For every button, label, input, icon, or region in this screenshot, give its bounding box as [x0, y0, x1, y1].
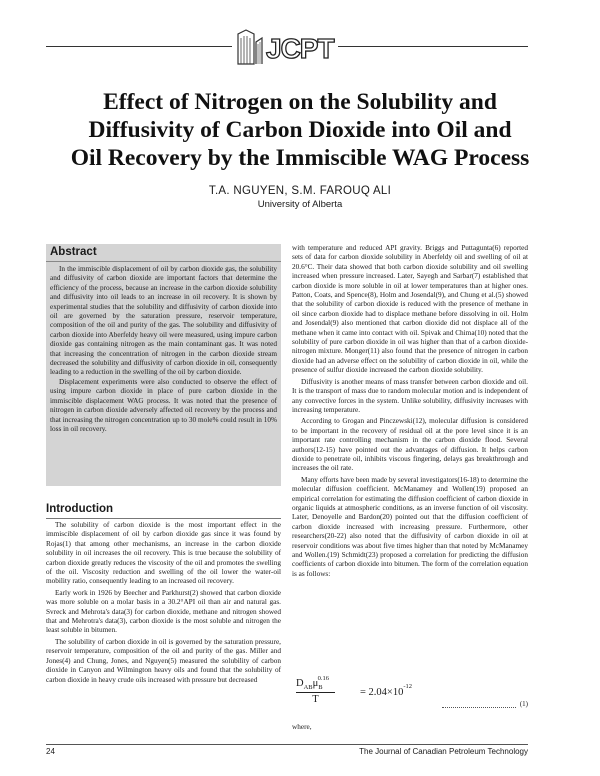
eq-rhs-value: = 2.04×10 — [360, 687, 404, 698]
title-line: Diffusivity of Carbon Dioxide into Oil and — [88, 117, 512, 143]
where-label: where, — [292, 723, 312, 731]
eq-exponent: 0.16 — [317, 674, 329, 682]
header-rule-right — [338, 46, 528, 47]
equation-1 — [292, 676, 528, 716]
journal-name: The Journal of Canadian Petroleum Technology — [359, 747, 528, 756]
header-rule-left — [46, 46, 232, 47]
affiliation: University of Alberta — [257, 199, 343, 210]
equation-leader — [442, 707, 516, 708]
body-paragraph: with temperature and reduced API gravity. Briggs and Puttagunta(6) reported sets of data for carbon dioxide solubility in Aberfeldy oil and swelling of oil at 20.6°C. Their data showed that both carbon dioxide solubility and oil swelling increased when pressure increased. Later, Sayegh and Sarbar(7) established that carbon dioxide is more soluble in oil at lower temperatures than at higher ones. Patton, Coats, and Spence(8), Holm and Josendal(9), and Chung et al.(5) showed that the solubility of carbon dioxide is reduced with the presence of methane in oil since carbon dioxide had to displace methane before dissolving in oil. Holm and Josendal(9) also mentioned that carbon dioxide did not displace all of the methane when it came into contact with oil. Spivak and Chima(10) noted that the solubility of pure carbon dioxide in oil was higher than that of a carbon dioxide-nitrogen mixture. Monger(11) also found that the presence of nitrogen in carbon dioxide had an adverse effect on the solubility of carbon dioxide in oil, while the presence of sulfur dioxide increased the carbon dioxide solubility. — [292, 244, 528, 375]
abstract-heading: Abstract — [46, 244, 281, 262]
body-paragraph: According to Grogan and Pinczewski(12), molecular diffusion is considered to be important in the recovery of residual oil at the pore level since it is an important rate controlling mechanism in the carbon dioxide flood. Several authors(12-15) have pointed out the advantages of diffusion. It helps carbon dioxide to penetrate oil, inhibits viscous fingering, delays gas breakthrough and increases the oil rate. — [292, 417, 528, 473]
abstract-body — [50, 265, 277, 434]
equation-numerator — [296, 674, 335, 693]
introduction-heading: Introduction — [46, 501, 281, 519]
abstract-paragraph: Displacement experiments were also conducted to observe the effect of using impure carbon dioxide in place of pure carbon dioxide in the immiscible displacement WAG process. It was noted that the presence of nitrogen in carbon dioxide adversely affected oil recovery by the process and that increasing the nitrogen concentration up to 30 mole% could result in 10% loss in oil recovery. — [50, 377, 277, 433]
paper-title — [30, 88, 570, 172]
body-paragraph: Diffusivity is another means of mass transfer between carbon dioxide and oil. It is the transport of mass due to random molecular motion and is independent of any convective forces in the system. Unlike solubility, diffusivity increases with increasing temperature. — [292, 377, 528, 414]
page-number: 24 — [46, 747, 55, 756]
abstract-box — [46, 244, 281, 486]
eq-symbol-mu: μ — [312, 678, 319, 689]
eq-sub-ab: AB — [303, 684, 313, 692]
equation-rhs — [360, 682, 413, 698]
title-line: Oil Recovery by the Immiscible WAG Process — [70, 145, 530, 171]
equation-number: (1) — [519, 700, 528, 708]
introduction-paragraph: Early work in 1926 by Beecher and Parkhurst(2) showed that carbon dioxide was more soluble on a molar basis in a 30.2°API oil than air and natural gas. Svreck and Mehrota's data(3) for carbon dioxide, methane and nitrogen showed that and Mehrotra's data(3), carbon dioxide is the most soluble and nitrogen the least soluble in bitumen. — [46, 588, 281, 635]
introduction-paragraph: The solubility of carbon dioxide in oil is governed by the saturation pressure, reservoir temperature, composition of the oil and purity of the gas. Miller and Jones(4) and Chung, Jones, and Nguyen(5) measured the solubility of carbon dioxide in Canyon and Wilmington heavy oils and found that the solubility of carbon dioxide in heavy crude oils increased with pressure but decreased — [46, 637, 281, 684]
body-paragraph: Many efforts have been made by several investigators(16-18) to determine the molecular diffusion coefficient. McManamey and Wollen(19) proposed an empirical correlation for estimating the diffusion coefficient of carbon dioxide in organic liquids at atmospheric conditions, as an inverse function of oil viscosity. Later, Denoyelle and Bardon(20) pointed out that the diffusion coefficient of carbon dioxide increased with increasing pressure. Furthermore, other researchers(20-22) also noted that the diffusivity of carbon dioxide in oil at reservoir conditions was about five times higher than that noted by McManamey and Wollen.(19) Schmidt(23) proposed a correlation for predicting the diffusion coefficients of carbon dioxide into bitumen. The form of the correlation equation is as follows: — [292, 475, 528, 578]
introduction-paragraph: The solubility of carbon dioxide is the most important effect in the immiscible displacement of oil by carbon dioxide gas since it was found by Rojas(1) that among other mechanisms, an increase in the carbon dioxide solubility in oil increases the oil recovery. This is true because the solubility of carbon dioxide greatly reduces the viscosity of the oil and promotes the swelling of the oil. Viscosity reduction and swelling of the oil lower the water-oil mobility ratio, consequently leading to an increased oil recovery. — [46, 521, 281, 586]
journal-logo — [232, 24, 338, 68]
right-column — [292, 244, 528, 581]
footer-rule — [46, 744, 528, 745]
eq-sub-b: B — [318, 684, 323, 692]
equation-fraction — [296, 674, 335, 706]
introduction-body — [46, 521, 281, 687]
equation-denominator: T — [312, 694, 319, 706]
abstract-paragraph: In the immiscible displacement of oil by carbon dioxide gas, the solubility and diffusivity of carbon dioxide are important factors that determine the efficiency of the process, because an increase in the carbon dioxide solubility and diffusivity into oil leads to an increase in oil recovery. It is shown by experimental studies that the solubility and diffusivity of carbon dioxide into oil are governed by the saturation pressure, reservoir temperature, composition of the oil and purity of the gas. The solubility and diffusivity of carbon dioxide into Aberfeldy heavy oil were measured, using impure carbon dioxide gas containing nitrogen as the main contaminant gas. It was noted that increasing the concentration of nitrogen in the carbon dioxide stream decreased the solubility and diffusivity of carbon dioxide in oil, consequently leading to a reduction in the swelling of the oil by carbon dioxide. — [50, 265, 277, 377]
authors: T.A. NGUYEN, S.M. FAROUQ ALI — [208, 185, 392, 197]
svg-text:JCPT: JCPT — [266, 33, 334, 64]
eq-symbol-d: D — [296, 678, 304, 689]
title-line: Effect of Nitrogen on the Solubility and — [103, 89, 497, 115]
logo-icon — [232, 24, 338, 68]
eq-rhs-exponent: -12 — [403, 682, 413, 690]
